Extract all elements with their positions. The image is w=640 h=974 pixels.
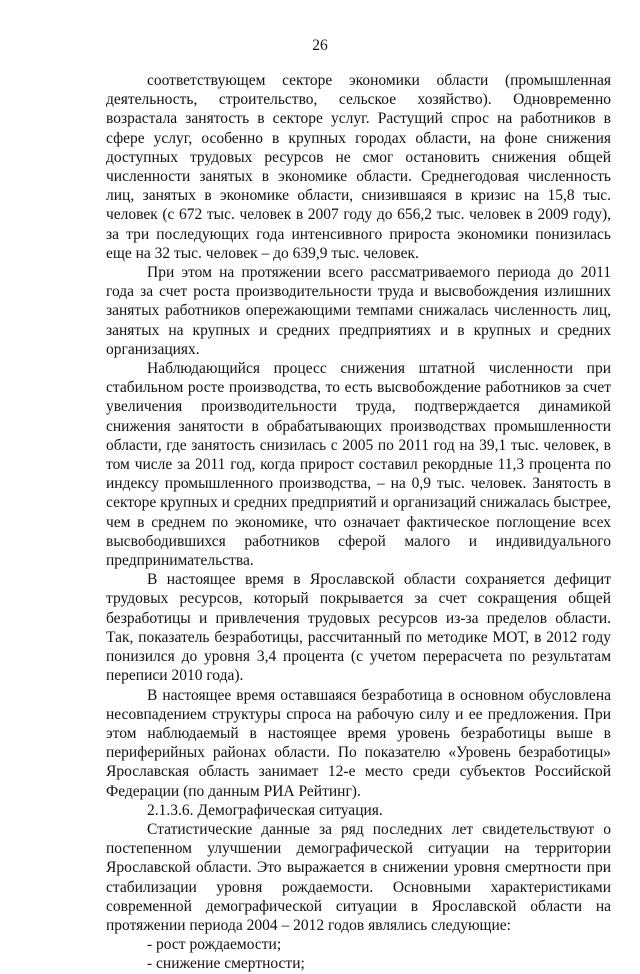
list-item-mortality: - снижение смертности; <box>147 955 305 973</box>
page-number: 26 <box>312 37 328 54</box>
section-heading-demography: 2.1.3.6. Демографическая ситуация. <box>147 801 383 819</box>
paragraph-employment-sectors: соответствующем секторе экономики области (промышленная деятельность, строительство, сельское хозяйство). Одновременно возрастала занятость в секторе услуг. Растущий спрос на работников в сфере услуг, особенно в крупных городах области, на фоне снижения доступных трудовых ресурсов не смог остановить снижения общей численности занятых в экономике области. Среднегодовая численность лиц, занятых в экономике области, снизившаяся в кризис на 15,8 тыс. человек (с 672 тыс. человек в 2007 году до 656,2 тыс. человек в 2009 году), за три последующих года интенсивного прироста экономики понизилась еще на 32 тыс. человек – до 639,9 тыс. человек. <box>106 72 611 262</box>
paragraph-productivity: При этом на протяжении всего рассматриваемого периода до 2011 года за счет роста производительности труда и высвобождения излишних занятых работников опережающими темпами снижалась численность лиц, занятых на крупных и средних предприятиях и в крупных и средних организациях. <box>106 264 611 358</box>
document-body <box>106 71 611 974</box>
list-item-birth-rate: - рост рождаемости; <box>147 936 282 954</box>
paragraph-unemployment: В настоящее время оставшаяся безработица в основном обусловлена несовпадением структуры спроса на рабочую силу и ее предложения. При этом наблюдаемый в настоящее время уровень безработицы выше в периферийных районах области. По показателю «Уровень безработицы» Ярославская область занимает 12-е место среди субъектов Российской Федерации (по данным РИА Рейтинг). <box>106 686 611 800</box>
paragraph-demography: Статистические данные за ряд последних лет свидетельствуют о постепенном улучшении демографической ситуации на территории Ярославской области. Это выражается в снижении уровня смертности при стабилизации уровня рождаемости. Основными характеристиками современной демографической ситуации в Ярославской области на протяжении периода 2004 – 2012 годов являлись следующие: <box>106 820 611 934</box>
paragraph-labor-deficit: В настоящее время в Ярославской области сохраняется дефицит трудовых ресурсов, который покрывается за счет сокращения общей безработицы и привлечения трудовых ресурсов из-за пределов области. Так, показатель безработицы, рассчитанный по методике МОТ, в 2012 году понизился до уровня 3,4 процента (с учетом перерасчета по результатам переписи 2010 года). <box>106 571 611 685</box>
paragraph-staff-reduction: Наблюдающийся процесс снижения штатной численности при стабильном росте производства, то есть высвобождение работников за счет увеличения производительности труда, подтверждается динамикой снижения занятости в обрабатывающих производствах промышленности области, где занятость снизилась с 2005 по 2011 год на 39,1 тыс. человек, в том числе за 2011 год, когда прирост составил рекордные 11,3 процента по индексу промышленного производства, – на 0,9 тыс. человек. Занятость в секторе крупных и средних предприятий и организаций снижалась быстрее, чем в среднем по экономике, что означает фактическое поглощение всех высвободившихся работников сферой малого и индивидуального предпринимательства. <box>106 360 611 570</box>
